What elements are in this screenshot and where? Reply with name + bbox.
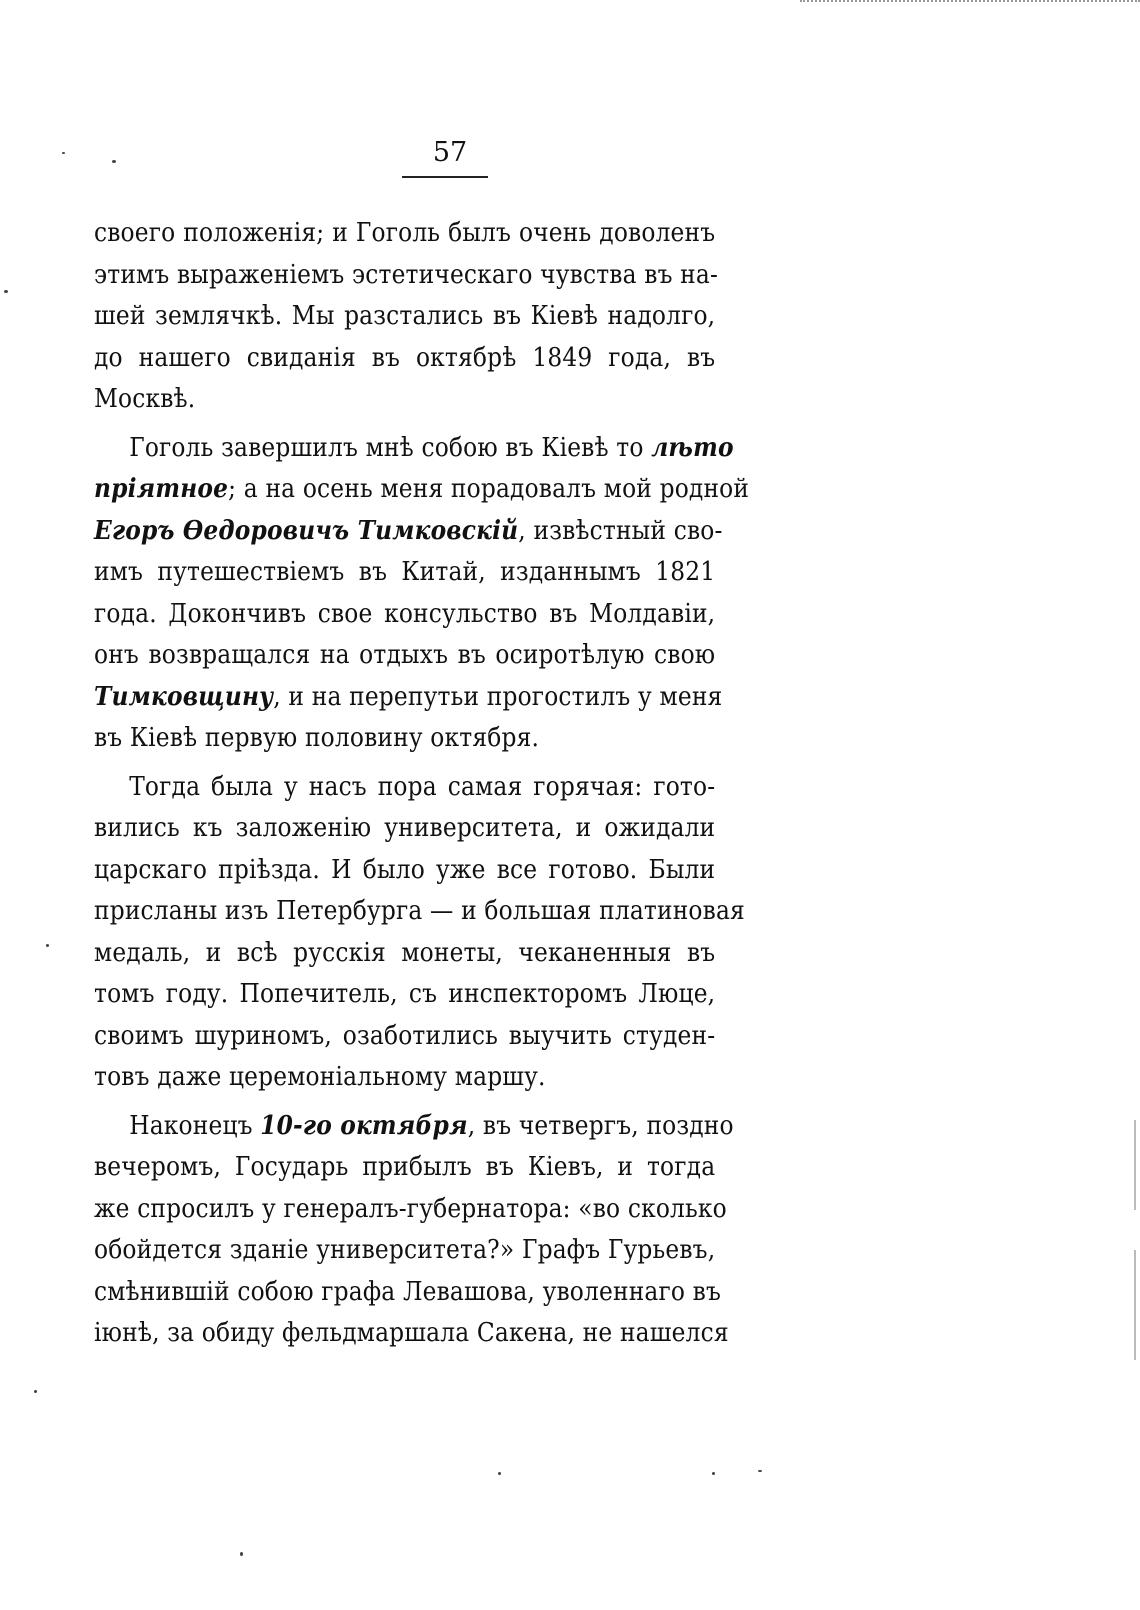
text-line [94,1105,734,1147]
text-line [94,427,734,469]
scan-speck [4,290,8,293]
text-run: Гоголь завершилъ мнѣ собою въ Кіевѣ то [129,431,652,463]
text-line: царскаго пріѣзда. И было уже все готово. Были [94,853,716,885]
paragraph [94,766,745,1098]
text-line: же спросилъ у генералъ-губернатора: «во сколько [94,1192,727,1224]
text-line: томъ году. Попечитель, съ инспекторомъ Люце, [94,978,716,1009]
scan-edge-line [1134,1250,1136,1360]
text-line: своимъ шуриномъ, озаботились выучить студен- [94,1019,716,1051]
text-line: вечеромъ, Государь прибылъ въ Кіевъ, и тогда [94,1151,716,1182]
text-line: іюнѣ, за обиду фельдмаршала Сакена, не нашелся [94,1317,729,1348]
text-line: медаль, и всѣ русскія монеты, чеканенныя въ [94,936,716,968]
text-run: , извѣстный сво- [518,514,723,546]
scan-speck [758,1470,762,1472]
text-run: Наконецъ [129,1109,261,1141]
page-number-rule [402,176,488,178]
italic-text-run: лѣто [651,431,734,463]
text-line: Москвѣ. [94,383,196,414]
scan-speck [712,1472,715,1475]
text-line: вились къ заложенію университета, и ожидали [94,812,716,843]
italic-text-run: Тимковщину [94,680,274,712]
page-number: 57 [432,137,468,168]
text-run: , въ четвергъ, поздно [467,1109,734,1141]
text-line: въ Кіевѣ первую половину октября. [94,722,540,753]
scan-edge-line [1134,1120,1136,1210]
paragraph [94,427,750,759]
text-line: смѣнившій собою графа Левашова, уволеннаго въ [94,1275,722,1307]
paragraph [94,1105,734,1354]
text-line: своего положенія; и Гоголь былъ очень доволенъ [94,217,716,248]
text-line: года. Докончивъ свое консульство въ Молдавіи, [94,597,716,629]
text-line: присланы изъ Петербурга — и большая платиновая [94,895,745,926]
text-line [94,676,723,718]
scan-speck [112,160,116,163]
text-line [94,468,750,510]
text-run: ; а на осень меня порадовалъ мой родной [228,473,750,504]
scan-speck [46,944,49,947]
text-line: обойдется зданіе университета?» Графъ Гурьевъ, [94,1234,716,1265]
text-line: имъ путешествіемъ въ Китай, изданнымъ 1821 [94,556,716,587]
text-line: онъ возвращался на отдыхъ въ осиротѣлую свою [94,639,716,670]
text-run: , и на перепутьи прогостилъ у меня [273,680,723,712]
text-line: шей землячкѣ. Мы разстались въ Кіевѣ надолго, [94,300,716,331]
text-line [94,510,723,552]
scan-speck [498,1472,501,1475]
italic-text-run: Егоръ Ѳедоровичъ Тимковскій [94,514,519,546]
text-line: Тогда была у насъ пора самая горячая: гото- [129,770,716,802]
scan-speck [34,1390,37,1393]
scan-edge-dots [800,0,1140,10]
scan-speck [62,152,65,154]
text-line: до нашего свиданія въ октябрѣ 1849 года, въ [94,341,716,373]
paragraph [94,212,719,420]
italic-text-run: пріятное [94,473,229,504]
scan-speck [240,1552,243,1556]
text-line: товъ даже церемоніальному маршу. [94,1061,546,1092]
text-line: этимъ выраженіемъ эстетическаго чувства въ на- [94,258,719,290]
page-body [94,212,750,1361]
italic-text-run: 10-го октября [260,1109,468,1141]
